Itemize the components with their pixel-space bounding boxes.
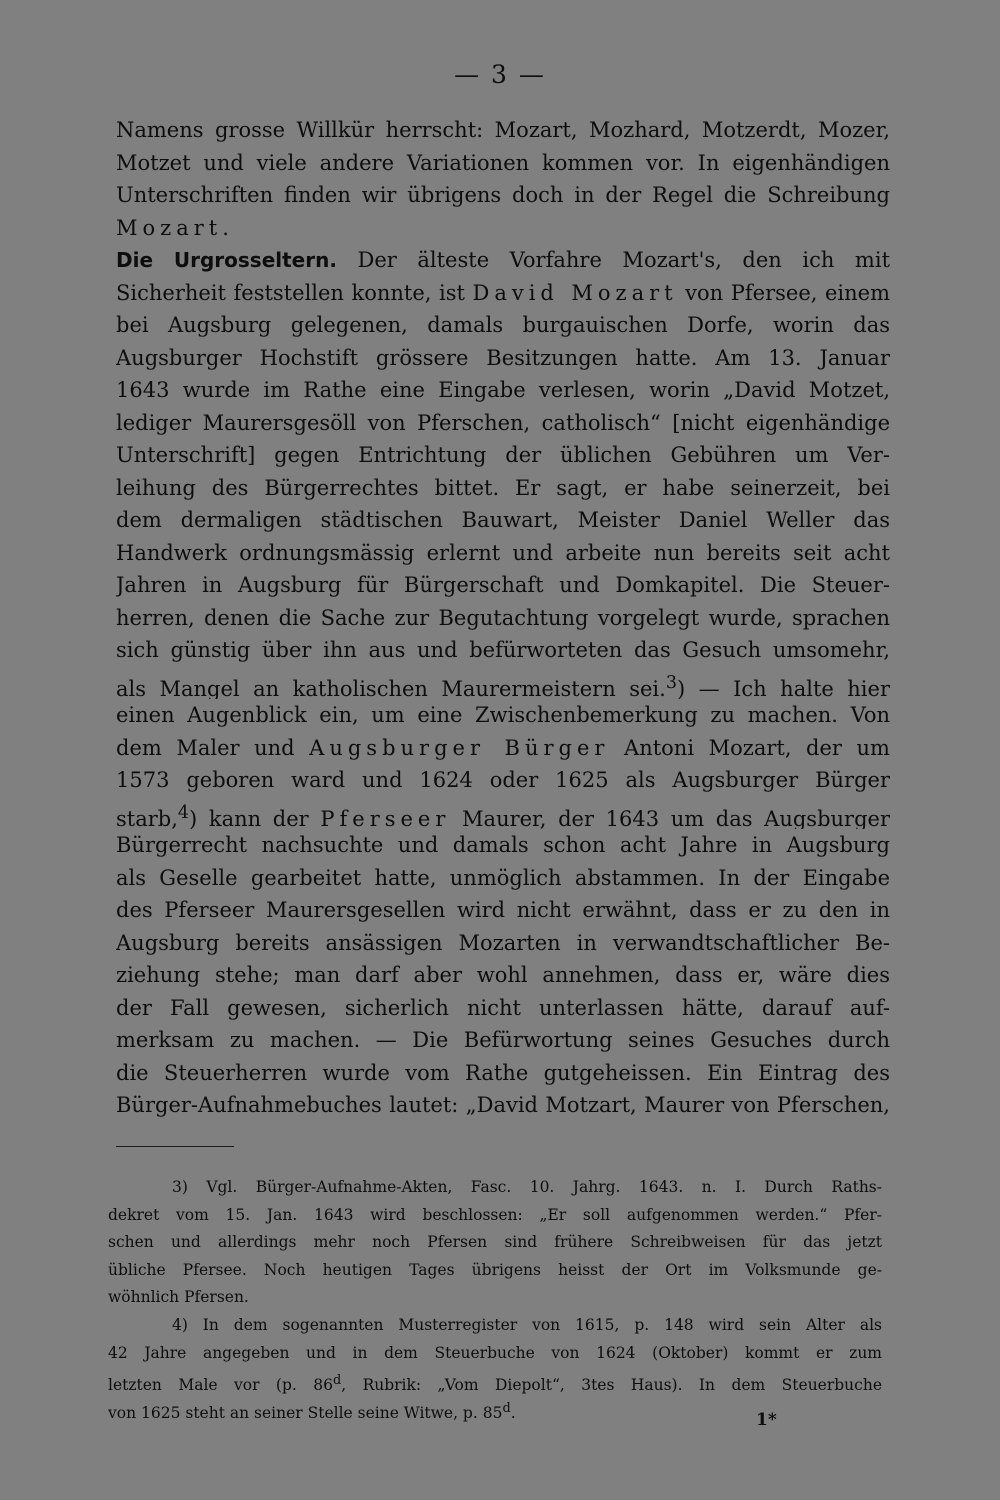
text-line: Unterschriften finden wir übrigens doch in der Regel die Schreibung bbox=[116, 183, 890, 207]
signature-mark: 1* bbox=[756, 1410, 777, 1430]
footnote-line: wöhnlich Pfersen. bbox=[108, 1288, 249, 1307]
text-line: 1643 wurde im Rathe eine Eingabe verlesen, worin „David Motzet, bbox=[116, 378, 890, 402]
footnote-line: 42 Jahre angegeben und in dem Steuerbuche von 1624 (Oktober) kommt er zum bbox=[108, 1343, 882, 1362]
footnote-line: 3) Vgl. Bürger-Aufnahme-Akten, Fasc. 10. Jahrg. 1643. n. I. Durch Raths- bbox=[172, 1178, 882, 1196]
text-span: von 1625 steht an seiner Stelle seine Witwe, p. 85 bbox=[108, 1403, 503, 1422]
text-line: sich günstig über ihn aus und befürworteten das Gesuch umsomehr, bbox=[116, 638, 890, 662]
footnote-line: schen und allerdings mehr noch Pfersen sind frühere Schreibweisen für das jetzt bbox=[108, 1233, 882, 1252]
body-text bbox=[116, 114, 890, 1122]
footnote-line: übliche Pfersee. Noch heutigen Tages übrigens heisst der Ort im Volksmunde ge- bbox=[108, 1260, 882, 1279]
text-line bbox=[116, 732, 890, 765]
text-line: Handwerk ordnungsmässig erlernt und arbeite nun bereits seit acht bbox=[116, 540, 890, 565]
text-line: starb,$^4$) kann der Pferseer Maurer, der 1643 um das Augsburger bbox=[116, 802, 890, 829]
footnote-divider bbox=[116, 1146, 234, 1147]
footnote-line bbox=[108, 1367, 882, 1395]
text-span: dem Maler und bbox=[116, 735, 295, 760]
text-line: des Pferseer Maurersgesellen wird nicht erwähnt, dass er zu den in bbox=[116, 898, 890, 922]
section-heading: Die Urgrosseltern. bbox=[116, 248, 337, 272]
footnote-line: dekret vom 15. Jan. 1643 wird beschlossen: „Er soll aufgenommen werden.“ Pfer- bbox=[108, 1205, 882, 1224]
text-line: Motzet und viele andere Variationen kommen vor. In eigenhändigen bbox=[116, 150, 890, 175]
text-line: als Mangel an katholischen Maurermeistern sei.$^3$) — Ich halte hier bbox=[116, 672, 890, 699]
text-span: kann der bbox=[208, 806, 309, 829]
text-span: Maurer, der 1643 um das Augsburger bbox=[462, 806, 890, 829]
text-line: Augsburger Hochstift grössere Besitzungen hatte. Am 13. Januar bbox=[116, 345, 890, 370]
footnote-mark: 3 bbox=[665, 672, 677, 693]
text-span: Sicherheit feststellen konnte, ist bbox=[116, 280, 465, 305]
spaced-name: Pferseer bbox=[320, 806, 451, 829]
text-span: — Ich halte hier bbox=[698, 676, 890, 699]
superscript: d bbox=[502, 1400, 511, 1416]
text-line: Bürger-Aufnahmebuches lautet: „David Motzart, Maurer von Pferschen, bbox=[116, 1093, 890, 1117]
text-line: Unterschrift] gegen Entrichtung der üblichen Gebühren um Ver- bbox=[116, 443, 890, 467]
text-line: Mozart. bbox=[116, 215, 234, 240]
text-line: einen Augenblick ein, um eine Zwischenbemerkung zu machen. Von bbox=[116, 703, 890, 727]
text-line: lediger Maurersgesöll von Pferschen, catholisch“ [nicht eigenhändige bbox=[116, 410, 890, 435]
spaced-name: David Mozart bbox=[472, 280, 678, 305]
text-line: Namens grosse Willkür herrscht: Mozart, Mozhard, Motzerdt, Mozer, bbox=[116, 118, 890, 142]
text-line: ziehung stehe; man darf aber wohl annehmen, dass er, wäre dies bbox=[116, 963, 890, 987]
footnote-line: 4) In dem sogenannten Musterregister von 1615, p. 148 wird sein Alter als bbox=[172, 1315, 882, 1334]
text-line: die Steuerherren wurde vom Rathe gutgeheissen. Ein Eintrag des bbox=[116, 1060, 890, 1085]
text-line: leihung des Bürgerrechtes bittet. Er sagt, er habe seinerzeit, bei bbox=[116, 475, 890, 500]
text-span: Der älteste Vorfahre Mozart's, den ich mit bbox=[357, 248, 890, 272]
text-line bbox=[116, 277, 890, 310]
text-line: bei Augsburg gelegenen, damals burgauischen Dorfe, worin das bbox=[116, 313, 890, 337]
spaced-name: Augsburger Bürger bbox=[309, 735, 610, 760]
text-line: als Geselle gearbeitet hatte, unmöglich abstammen. In der Eingabe bbox=[116, 865, 890, 890]
text-span: als Mangel an katholischen Maurermeistern sei. bbox=[116, 676, 666, 699]
text-line: merksam zu machen. — Die Befürwortung seines Gesuches durch bbox=[116, 1028, 890, 1052]
text-span: von Pfersee, einem bbox=[685, 280, 890, 305]
text-line: Jahren in Augsburg für Bürgerschaft und Domkapitel. Die Steuer- bbox=[116, 573, 890, 597]
footnotes bbox=[108, 1174, 882, 1422]
text-line bbox=[116, 244, 890, 277]
text-line: 1573 geboren ward und 1624 oder 1625 als Augsburger Bürger bbox=[116, 768, 890, 792]
text-line: der Fall gewesen, sicherlich nicht unterlassen hätte, darauf auf- bbox=[116, 995, 890, 1020]
text-line: herren, denen die Sache zur Begutachtung vorgelegt wurde, sprachen bbox=[116, 605, 890, 630]
text-span: starb, bbox=[116, 806, 178, 829]
text-span: , Rubrik: „Vom Diepolt“, 3tes Haus). In dem Steuerbuche bbox=[341, 1376, 882, 1395]
footnote-mark: 4 bbox=[177, 802, 190, 823]
page-number: — 3 — bbox=[454, 60, 546, 89]
text-span: letzten Male vor (p. 86 bbox=[108, 1376, 333, 1395]
text-span: Antoni Mozart, der um bbox=[624, 735, 890, 760]
text-line: dem dermaligen städtischen Bauwart, Meister Daniel Weller das bbox=[116, 508, 890, 532]
text-line: Augsburg bereits ansässigen Mozarten in verwandtschaftlicher Be- bbox=[116, 930, 890, 955]
superscript: d bbox=[332, 1373, 342, 1389]
text-line: Bürgerrecht nachsuchte und damals schon acht Jahre in Augsburg bbox=[116, 833, 890, 857]
text-span: . bbox=[510, 1403, 516, 1422]
